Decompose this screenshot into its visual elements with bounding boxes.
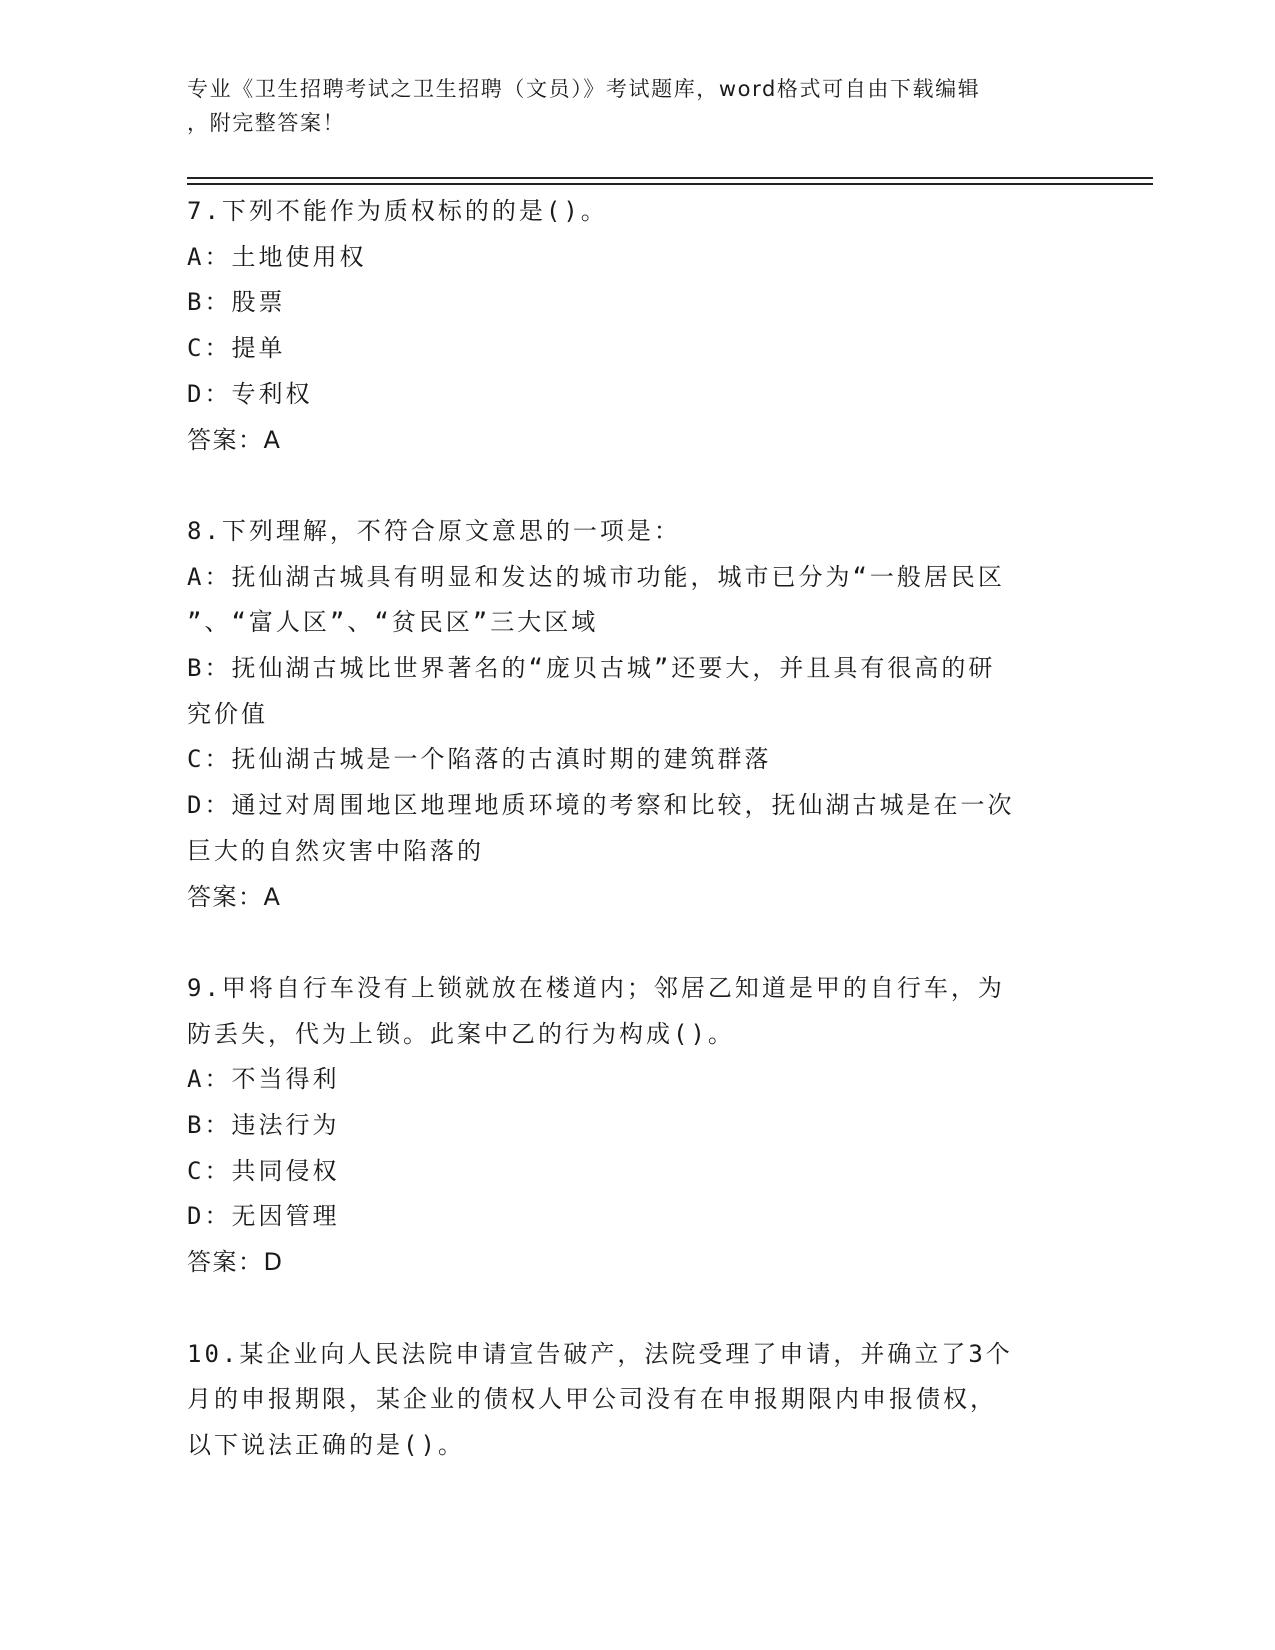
answer-option-line: A：不当得利 xyxy=(187,1065,340,1094)
question-block xyxy=(187,509,1087,920)
answer-option xyxy=(187,235,1087,281)
answer-option-line: B：股票 xyxy=(187,288,286,317)
question-stem-line: 以下说法正确的是()。 xyxy=(187,1430,465,1459)
question-stem xyxy=(187,966,1087,1057)
header-divider xyxy=(187,183,1153,185)
question-block xyxy=(187,1332,1087,1469)
answer-option xyxy=(187,1103,1087,1149)
answer-option xyxy=(187,280,1087,326)
header-line: ，附完整答案！ xyxy=(187,111,346,135)
answer-option-line: 巨大的自然灾害中陷落的 xyxy=(187,836,484,865)
question-stem-line: 7.下列不能作为质权标的的是()。 xyxy=(187,197,608,225)
answer-option-line: ”、“富人区”、“贫民区”三大区域 xyxy=(187,608,599,637)
answer-option xyxy=(187,783,1087,874)
header-divider xyxy=(187,177,1153,179)
question-stem-line: 9.甲将自行车没有上锁就放在楼道内；邻居乙知道是甲的自行车，为 xyxy=(187,973,1005,1002)
answer-option-line: D：无因管理 xyxy=(187,1202,340,1231)
question-list xyxy=(187,189,1087,1514)
answer-option-line: A：土地使用权 xyxy=(187,242,367,271)
question-stem-line: 10.某企业向人民法院申请宣告破产，法院受理了申请，并确立了3个 xyxy=(187,1339,1013,1368)
answer-option-line: C：提单 xyxy=(187,334,286,363)
answer-option xyxy=(187,326,1087,372)
answer-option-line: D：专利权 xyxy=(187,379,313,408)
question-stem xyxy=(187,509,1087,555)
answer-option xyxy=(187,646,1087,737)
question-stem xyxy=(187,1332,1087,1469)
question-stem-line: 月的申报期限，某企业的债权人甲公司没有在申报期限内申报债权， xyxy=(187,1385,997,1414)
question-block xyxy=(187,966,1087,1286)
answer-option-line: D：通过对周围地区地理地质环境的考察和比较，抚仙湖古城是在一次 xyxy=(187,791,1015,820)
document-header xyxy=(187,72,1067,140)
question-stem xyxy=(187,189,1087,235)
answer-key: 答案：D xyxy=(187,1248,284,1277)
question-block xyxy=(187,189,1087,463)
answer-key: 答案：A xyxy=(187,882,282,911)
answer-option-line: B：违法行为 xyxy=(187,1111,340,1140)
answer-option xyxy=(187,1149,1087,1195)
answer-option-line: C：抚仙湖古城是一个陷落的古滇时期的建筑群落 xyxy=(187,745,772,774)
question-stem-line: 8.下列理解，不符合原文意思的一项是： xyxy=(187,516,681,545)
answer-option-line: 究价值 xyxy=(187,699,268,728)
header-line: 专业《卫生招聘考试之卫生招聘（文员）》考试题库，word格式可自由下载编辑 xyxy=(187,77,981,101)
answer-option xyxy=(187,737,1087,783)
answer-option-line: B：抚仙湖古城比世界著名的“庞贝古城”还要大，并且具有很高的研 xyxy=(187,654,996,683)
answer-option xyxy=(187,1194,1087,1240)
answer-option xyxy=(187,1057,1087,1103)
answer-key: 答案：A xyxy=(187,425,282,454)
answer-option xyxy=(187,372,1087,418)
answer-option-line: C：共同侵权 xyxy=(187,1156,340,1185)
answer-option-line: A：抚仙湖古城具有明显和发达的城市功能，城市已分为“一般居民区 xyxy=(187,562,1005,591)
question-stem-line: 防丢失，代为上锁。此案中乙的行为构成()。 xyxy=(187,1019,735,1048)
answer-option xyxy=(187,555,1087,646)
